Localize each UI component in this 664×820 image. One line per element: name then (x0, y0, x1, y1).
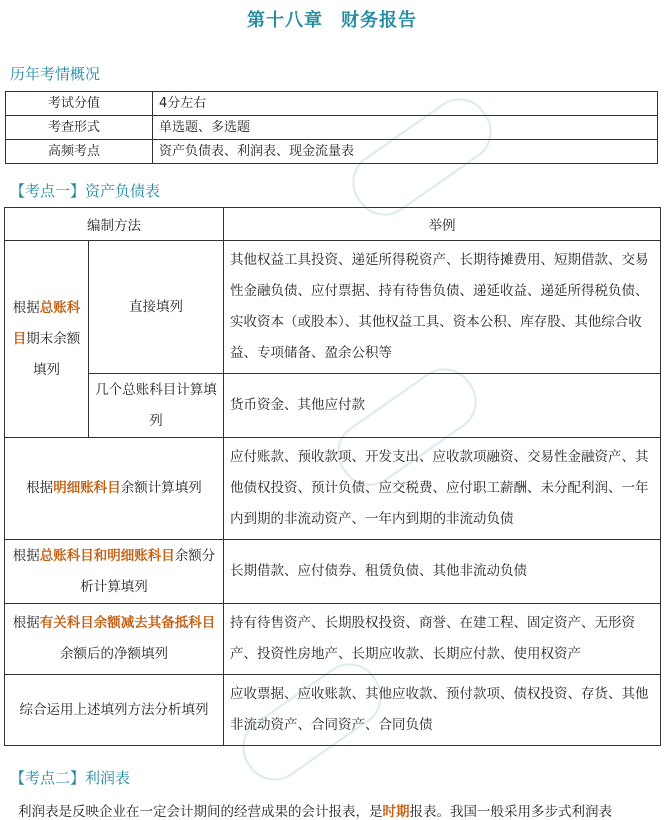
overview-value: 资产负债表、利润表、现金流量表 (153, 140, 658, 164)
overview-heading: 历年考情概况 (10, 65, 101, 83)
table-row (5, 604, 661, 675)
example-cell: 应付账款、预收款项、开发支出、应收款项融资、交易性金融资产、其他债权投资、预计负债、应交税费、应付职工薪酬、未分配利润、一年内到期的非流动资产、一年内到期的非流动负债 (224, 438, 661, 540)
point1-heading: 【考点一】资产负债表 (10, 182, 161, 200)
table-row (5, 374, 661, 438)
page-title: 第十八章 财务报告 (247, 10, 417, 31)
example-cell: 其他权益工具投资、递延所得税资产、长期待摊费用、短期借款、交易性金融负债、应付票据、持有待售负债、递延收益、递延所得税负债、实收资本（或股本）、其他权益工具、资本公积、库存股、其他综合收益、专项储备、盈余公积等 (224, 241, 661, 374)
table-row (5, 540, 661, 604)
table-row (5, 438, 661, 540)
example-cell: 长期借款、应付债券、租赁负债、其他非流动负债 (224, 540, 661, 604)
method-cell: 根据明细账科目余额计算填列 (5, 438, 224, 540)
method-cell: 根据总账科目期末余额填列 (5, 241, 89, 438)
method-cell: 综合运用上述填列方法分析填列 (5, 675, 224, 746)
method-sub: 直接填列 (89, 241, 224, 374)
overview-key: 高频考点 (6, 140, 153, 164)
table-row (6, 92, 658, 116)
point2-heading: 【考点二】利润表 (10, 769, 131, 787)
method-cell: 根据有关科目余额减去其备抵科目余额后的净额填列 (5, 604, 224, 675)
income-statement-paragraph: 利润表是反映企业在一定会计期间的经营成果的会计报表，是时期报表。我国一般采用多步式利润表 (18, 804, 612, 820)
balance-sheet-table (4, 207, 661, 746)
overview-key: 考查形式 (6, 116, 153, 140)
table-row (5, 241, 661, 374)
col-example: 举例 (224, 208, 661, 241)
col-method: 编制方法 (5, 208, 224, 241)
example-cell: 货币资金、其他应付款 (224, 374, 661, 438)
table-row (5, 675, 661, 746)
table-row (6, 116, 658, 140)
overview-table (5, 91, 658, 164)
overview-value: 4分左右 (153, 92, 658, 116)
table-header (5, 208, 661, 241)
table-row (6, 140, 658, 164)
overview-value: 单选题、多选题 (153, 116, 658, 140)
method-cell: 根据总账科目和明细账科目余额分析计算填列 (5, 540, 224, 604)
example-cell: 应收票据、应收账款、其他应收款、预付款项、债权投资、存货、其他非流动资产、合同资产、合同负债 (224, 675, 661, 746)
method-sub: 几个总账科目计算填列 (89, 374, 224, 438)
overview-key: 考试分值 (6, 92, 153, 116)
example-cell: 持有待售资产、长期股权投资、商誉、在建工程、固定资产、无形资产、投资性房地产、长期应收款、长期应付款、使用权资产 (224, 604, 661, 675)
